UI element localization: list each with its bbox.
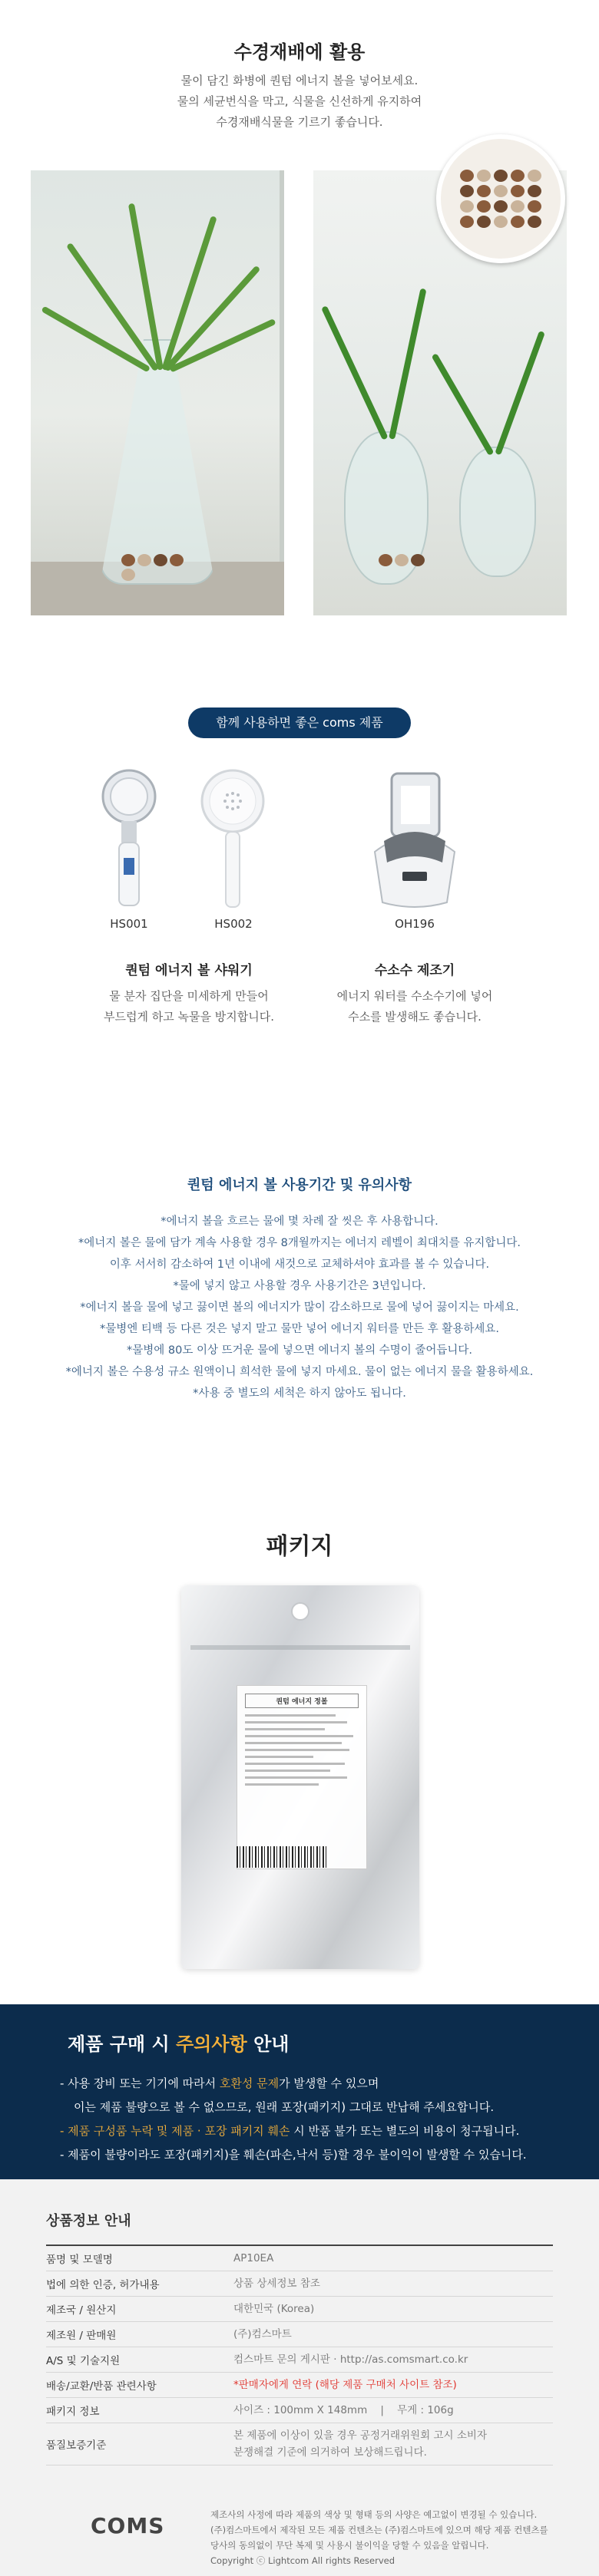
- info-key: 패키지 정보: [46, 2406, 100, 2418]
- hydroponics-description: [0, 71, 599, 133]
- info-row: [46, 2347, 553, 2373]
- caution-title: 퀀텀 에너지 볼 사용기간 및 유의사항: [187, 1177, 412, 1193]
- info-value: AP10EA: [233, 2252, 274, 2264]
- info-value: 상품 상세정보 참조: [233, 2278, 320, 2290]
- info-key: 품명 및 모델명: [46, 2254, 113, 2266]
- info-row: [46, 2373, 553, 2398]
- zipper-seal: [190, 1645, 410, 1650]
- info-key: 제조국 / 원산지: [46, 2304, 117, 2317]
- info-value: *판매자에게 연락 (해당 제품 구매처 사이트 참조): [233, 2379, 457, 2391]
- package-title: 패키지: [266, 1533, 333, 1560]
- notice-title-warning: 주의사항: [176, 2033, 247, 2055]
- related-products-section: [0, 691, 599, 1090]
- hydroponics-desc-line: 수경재배식물을 기르기 좋습니다.: [216, 115, 383, 129]
- related-products-label: 함께 사용하면 좋은 coms 제품: [188, 707, 411, 738]
- copyright: Copyright ⓒ Lightcom All rights Reserved: [210, 2555, 395, 2566]
- hydroponics-desc-line: 물이 담긴 화병에 퀀텀 에너지 볼을 넣어보세요.: [180, 74, 419, 87]
- notice-line: - 제품이 불량이라도 포장(패키지)을 훼손(파손,낙서 등)할 경우 불이익이 발생할 수 있습니다.: [60, 2148, 527, 2162]
- package-section: [0, 1527, 599, 1995]
- info-title: 상품정보 안내: [46, 2213, 131, 2229]
- info-value: 사이즈 : 100mm X 148mm | 무게 : 106g: [233, 2404, 454, 2416]
- info-key: 품질보증기준: [46, 2439, 107, 2452]
- caution-list: [0, 1211, 599, 1404]
- hang-hole: [291, 1602, 309, 1621]
- footer-text: [210, 2507, 548, 2568]
- as-link[interactable]: 컴스마트 문의 게시판 · http://as.comsmart.co.kr: [233, 2353, 468, 2366]
- notice-title-prefix: 제품 구매 시: [68, 2033, 176, 2055]
- product-info-section: [0, 2179, 599, 2576]
- caution-line: 이후 서서히 감소하여 1년 이내에 새것으로 교체하셔야 효과를 볼 수 있습니다.: [109, 1258, 490, 1271]
- info-row: [46, 2423, 553, 2466]
- info-key: A/S 및 기술지원: [46, 2355, 121, 2367]
- notice-line: [60, 2072, 527, 2096]
- caution-line: *에너지 볼을 물에 넣고 끓이면 볼의 에너지가 많이 감소하므로 물에 넣어 끓이지는 마세요.: [80, 1301, 519, 1314]
- info-value: 대한민국 (Korea): [233, 2303, 315, 2315]
- notice-list: [60, 2072, 527, 2167]
- product-code-hs002: HS002: [214, 917, 253, 931]
- product-group-desc-line: 수소를 발생해도 좋습니다.: [348, 1010, 482, 1024]
- product-group-name: 수소수 제조기: [374, 963, 455, 978]
- caution-line: *물병에 80도 이상 뜨거운 물에 넣으면 에너지 볼의 수명이 줄어듭니다.: [127, 1344, 472, 1357]
- info-row: [46, 2271, 553, 2297]
- notice-highlight: 호환성 문제: [219, 2076, 280, 2090]
- caution-line: *에너지 볼은 수용성 규소 원액이니 희석한 물에 넣지 마세요. 물이 없는 에너지 물을 활용하세요.: [65, 1366, 534, 1378]
- barcode: [237, 1846, 329, 1868]
- info-row: [46, 2297, 553, 2322]
- caution-line: *물에 넣지 않고 사용할 경우 사용기간은 3년입니다.: [173, 1280, 426, 1292]
- footer-line: 제조사의 사정에 따라 제품의 색상 및 형태 등의 사양은 예고없이 변경될 수 있습니다.: [210, 2509, 538, 2520]
- info-key: 제조원 / 판매원: [46, 2330, 117, 2342]
- energy-ball-closeup: [436, 134, 565, 263]
- hydroponics-section: [0, 0, 599, 645]
- caution-line: *물병엔 티백 등 다른 것은 넣지 말고 물만 넣어 에너지 워터를 만든 후 활용하세요.: [100, 1323, 499, 1335]
- info-value: 본 제품에 이상이 있을 경우 공정거래위원회 고시 소비자 분쟁해결 기준에 의거하여 보상해드립니다.: [233, 2429, 487, 2459]
- product-code-oh196: OH196: [395, 917, 435, 931]
- notice-highlight: - 제품 구성품 누락 및 제품 · 포장 패키지 훼손: [60, 2124, 290, 2138]
- notice-text: - 사용 장비 또는 기기에 따라서: [60, 2076, 220, 2090]
- info-key: 배송/교환/반품 관련사항: [46, 2380, 157, 2393]
- product-group-desc-line: 부드럽게 하고 녹물을 방지합니다.: [104, 1010, 274, 1024]
- product-group-desc-line: 물 분자 집단을 미세하게 만들어: [109, 989, 269, 1003]
- hydroponics-desc-line: 물의 세균번식을 막고, 식물을 신선하게 유지하여: [177, 94, 422, 108]
- caution-line: *사용 중 별도의 세척은 하지 않아도 됩니다.: [193, 1387, 406, 1400]
- info-key: 법에 의한 인증, 허가내용: [46, 2279, 160, 2291]
- notice-line: [60, 2119, 527, 2143]
- notice-text: 가 발생할 수 있으며: [279, 2076, 379, 2090]
- package-pouch-image: [181, 1585, 419, 1969]
- product-group-desc: [315, 986, 515, 1027]
- plant-vase-photo-left: [31, 170, 284, 615]
- product-code-hs001: HS001: [110, 917, 148, 931]
- info-table: [46, 2245, 553, 2466]
- caution-line: *에너지 볼은 물에 담가 계속 사용할 경우 8개월까지는 에너지 레벨이 최대치를 유지합니다.: [78, 1237, 521, 1249]
- info-value: (주)컴스마트: [233, 2328, 292, 2340]
- info-row: [46, 2398, 553, 2423]
- info-row: [46, 2246, 553, 2271]
- product-group-desc: [89, 986, 289, 1027]
- usage-caution-section: [0, 1174, 599, 1404]
- notice-title-suffix: 안내: [247, 2033, 290, 2055]
- notice-title: [68, 2029, 289, 2056]
- package-label-title: 퀀텀 에너지 정볼: [245, 1694, 359, 1708]
- package-label: [237, 1685, 367, 1869]
- coms-logo: COMS: [91, 2513, 165, 2538]
- notice-text: 시 반품 불가 또는 별도의 비용이 청구됩니다.: [290, 2124, 520, 2138]
- product-image-hs002[interactable]: [198, 767, 267, 913]
- product-group-name: 퀀텀 에너지 볼 샤워기: [125, 963, 253, 978]
- product-group-desc-line: 에너지 워터를 수소수기에 넣어: [336, 989, 493, 1003]
- footer: [0, 2490, 599, 2576]
- footer-line: 당사의 동의없이 무단 복제 및 사용시 불이익을 당할 수 있음을 알립니다.: [210, 2540, 489, 2551]
- caution-line: *에너지 볼을 흐르는 물에 몇 차례 잘 씻은 후 사용합니다.: [161, 1215, 438, 1228]
- purchase-notice-section: [0, 2004, 599, 2179]
- notice-line: 이는 제품 불량으로 볼 수 없으므로, 원래 포장(패키지) 그대로 반납해 주세요합니다.: [74, 2100, 495, 2114]
- product-image-hs001[interactable]: [98, 767, 160, 913]
- info-row: [46, 2322, 553, 2347]
- product-image-oh196[interactable]: [361, 767, 468, 913]
- hydroponics-title: 수경재배에 활용: [233, 41, 366, 63]
- footer-line: (주)컴스마트에서 제작된 모든 제품 컨텐츠는 (주)컴스마트에 있으며 해당 제품 컨텐츠를: [210, 2525, 548, 2535]
